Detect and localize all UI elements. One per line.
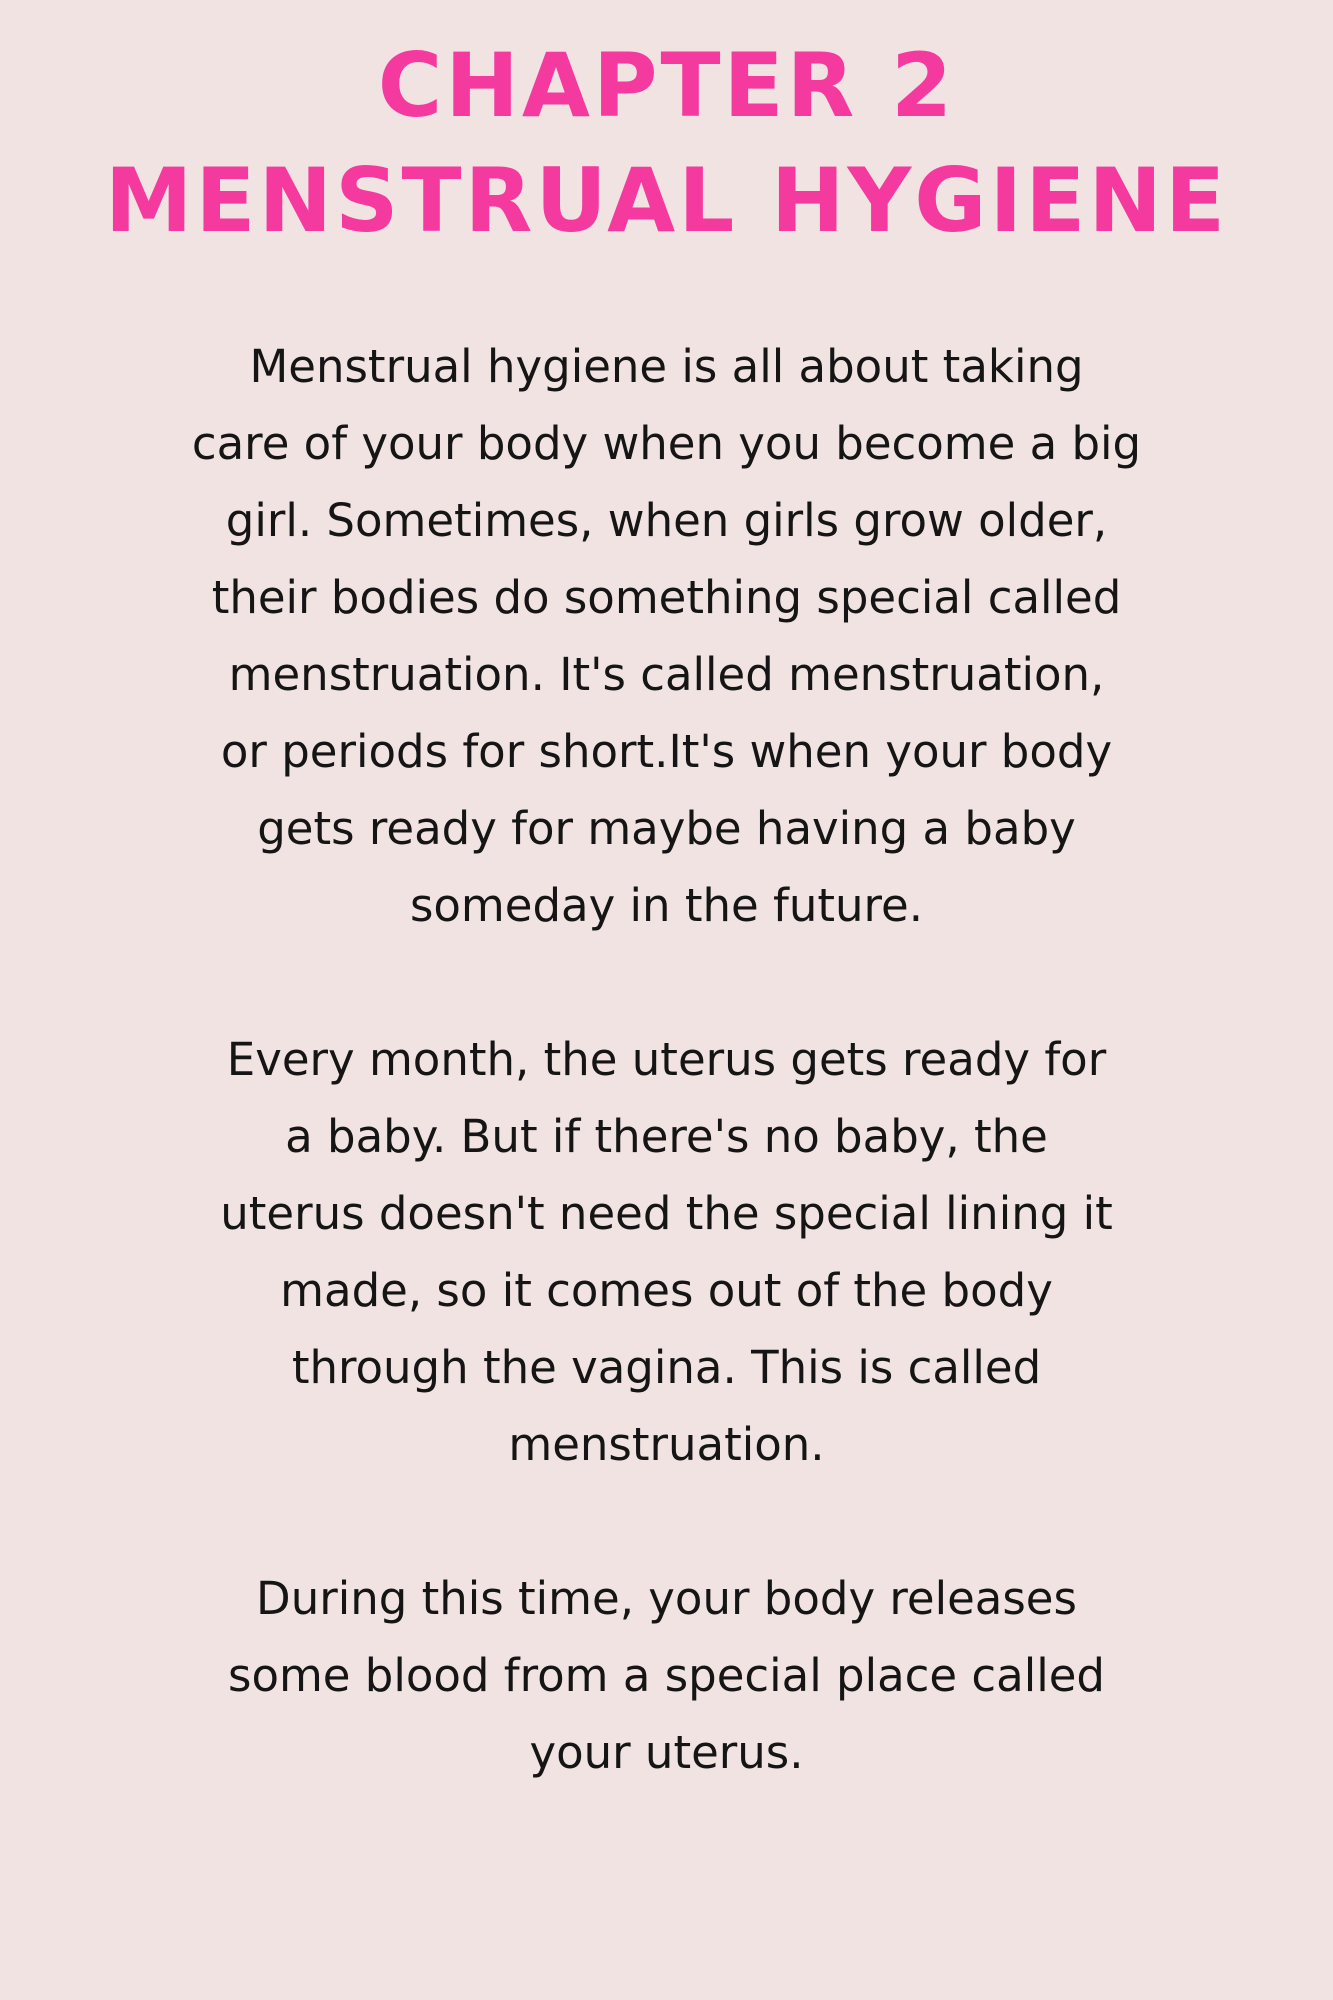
text-line: menstruation. It's called menstruation, [228,648,1105,701]
text-line: or periods for short.It's when your body [220,725,1113,778]
body-text [0,328,1333,1791]
text-line: a baby. But if there's no baby, the [285,1110,1048,1163]
chapter-name-heading: MENSTRUAL HYGIENE [104,149,1229,252]
text-line: Every month, the uterus gets ready for [226,1033,1107,1086]
text-line: their bodies do something special called [211,571,1122,624]
text-line: someday in the future. [409,879,924,932]
text-line: made, so it comes out of the body [280,1264,1053,1317]
text-line: some blood from a special place called [228,1649,1105,1702]
text-line: gets ready for maybe having a baby [257,802,1076,855]
paragraph-2 [0,1021,1333,1483]
text-line: care of your body when you become a big [191,417,1142,470]
text-line: menstruation. [508,1418,825,1471]
text-line: During this time, your body releases [256,1572,1077,1625]
paragraph-3 [0,1560,1333,1791]
chapter-title [0,30,1333,260]
text-line: Menstrual hygiene is all about taking [249,340,1084,393]
paragraph-1 [0,328,1333,944]
chapter-number-heading: CHAPTER 2 [377,34,956,137]
text-line: through the vagina. This is called [291,1341,1042,1394]
text-line: girl. Sometimes, when girls grow older, [225,494,1108,547]
text-line: your uterus. [529,1726,804,1779]
text-line: uterus doesn't need the special lining it [220,1187,1113,1240]
